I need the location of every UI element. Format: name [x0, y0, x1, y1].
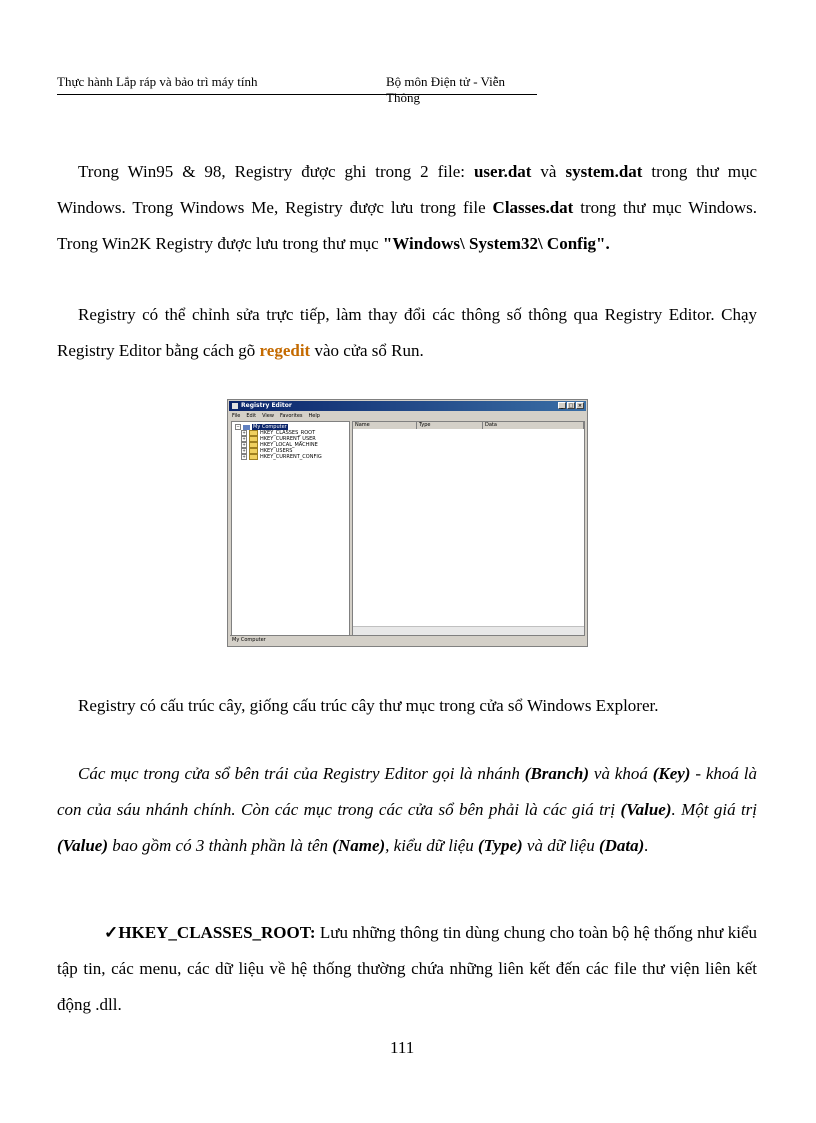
file-system-dat: system.dat — [565, 162, 643, 181]
expand-icon[interactable]: + — [242, 454, 246, 459]
menu-file[interactable]: File — [232, 413, 241, 419]
paragraph-tree-structure — [57, 688, 757, 724]
expand-icon[interactable]: + — [242, 448, 246, 453]
close-icon[interactable]: × — [577, 403, 583, 409]
term-key: (Key) — [652, 764, 691, 783]
command-regedit: regedit — [259, 341, 311, 360]
header-department: Bộ môn Điện tử - Viễn Thông — [386, 74, 506, 105]
column-name[interactable]: Name — [353, 422, 417, 429]
folder-icon — [249, 454, 258, 460]
paragraph-registry-editor — [57, 297, 757, 369]
page-number: 111 — [390, 1038, 415, 1057]
menu-favorites[interactable]: Favorites — [279, 413, 303, 419]
app-icon — [232, 403, 238, 409]
text: Trong Win95 & 98, Registry được ghi trong 2 file: — [78, 162, 474, 181]
computer-icon — [243, 425, 250, 430]
title-bar — [229, 401, 586, 411]
tree-root-label[interactable]: My Computer — [253, 424, 287, 430]
term-type: (Type) — [478, 836, 523, 855]
paragraph-hkcr — [57, 915, 757, 1023]
tree-item-label[interactable]: HKEY_CURRENT_USER — [260, 436, 316, 442]
text: và khoá — [589, 764, 653, 783]
text: bao gồm có 3 thành phần là tên — [108, 836, 333, 855]
maximize-icon[interactable]: □ — [568, 403, 574, 409]
menu-view[interactable]: View — [262, 413, 274, 419]
tree-item-hkcc[interactable] — [235, 454, 322, 460]
collapse-icon[interactable]: − — [236, 424, 240, 429]
text: Registry có thể chỉnh sửa trực tiếp, làm thay đổi các thông số thông qua Registry Editor. Chạy Registry Editor bằng cách gõ — [57, 305, 757, 360]
text: trong thư mục Windows. Trong Win2K Registry được lưu trong thư mục — [57, 198, 757, 253]
tree-item-label[interactable]: HKEY_CLASSES_ROOT — [260, 430, 316, 436]
minimize-icon[interactable]: _ — [558, 402, 566, 409]
text: . Một giá trị — [671, 800, 758, 819]
key-hkcr: HKEY_CLASSES_ROOT: — [118, 923, 316, 942]
check-icon: ✓ — [104, 923, 119, 942]
text: - khoá là con của sáu nhánh chính. Còn các mục trong các cửa sổ bên phải là các giá trị — [57, 764, 758, 819]
text: Registry có cấu trúc cây, giống cấu trúc cây thư mục trong cửa sổ Windows Explorer. — [78, 696, 659, 715]
horizontal-scrollbar[interactable] — [353, 626, 584, 635]
text: và — [531, 162, 566, 181]
paragraph-registry-files — [57, 154, 757, 262]
term-data: (Data) — [598, 836, 645, 855]
term-branch: (Branch) — [524, 764, 590, 783]
column-type[interactable]: Type — [417, 422, 483, 429]
file-classes-dat: Classes.dat — [492, 198, 574, 217]
tree-item-label[interactable]: HKEY_LOCAL_MACHINE — [260, 442, 318, 448]
text: Các mục trong cửa sổ bên trái của Registry Editor gọi là nhánh — [78, 764, 525, 783]
text: , kiểu dữ liệu — [385, 836, 478, 855]
tree-item-label[interactable]: HKEY_USERS — [260, 448, 293, 454]
menu-edit[interactable]: Edit — [246, 413, 257, 419]
term-value: (Value) — [620, 800, 672, 819]
registry-editor-screenshot — [227, 399, 588, 647]
tree-pane[interactable] — [231, 421, 350, 636]
header-course-title: Thực hành Lắp ráp và bảo trì máy tính — [57, 74, 258, 89]
text: Lưu những thông tin dùng chung cho toàn bộ hệ thống như kiểu tập tin, các menu, các dữ liệu về hệ thống thường chứa những liên kết đến các file thư viện liên kết động .dll. — [57, 923, 757, 1014]
file-user-dat: user.dat — [473, 162, 532, 181]
expand-icon[interactable]: + — [242, 442, 246, 447]
term-value: (Value) — [57, 836, 108, 855]
expand-icon[interactable]: + — [242, 430, 246, 435]
term-name: (Name) — [332, 836, 386, 855]
values-pane[interactable] — [352, 421, 585, 636]
menu-bar — [230, 412, 320, 420]
column-data[interactable]: Data — [483, 422, 584, 429]
text: trong thư mục Windows. Trong Windows Me, Registry được lưu trong file — [57, 162, 758, 217]
text: và dữ liệu — [522, 836, 599, 855]
menu-help[interactable]: Help — [308, 413, 320, 419]
tree-item-label[interactable]: HKEY_CURRENT_CONFIG — [260, 454, 322, 460]
text: vào cửa sổ Run. — [310, 341, 424, 360]
status-bar: My Computer — [230, 635, 585, 645]
paragraph-branch-key — [57, 756, 757, 864]
window-title: Registry Editor — [241, 402, 292, 409]
folder-path: "Windows\ System32\ Config". — [382, 234, 610, 253]
expand-icon[interactable]: + — [242, 436, 246, 441]
page-header — [57, 72, 537, 105]
text: . — [644, 836, 649, 855]
